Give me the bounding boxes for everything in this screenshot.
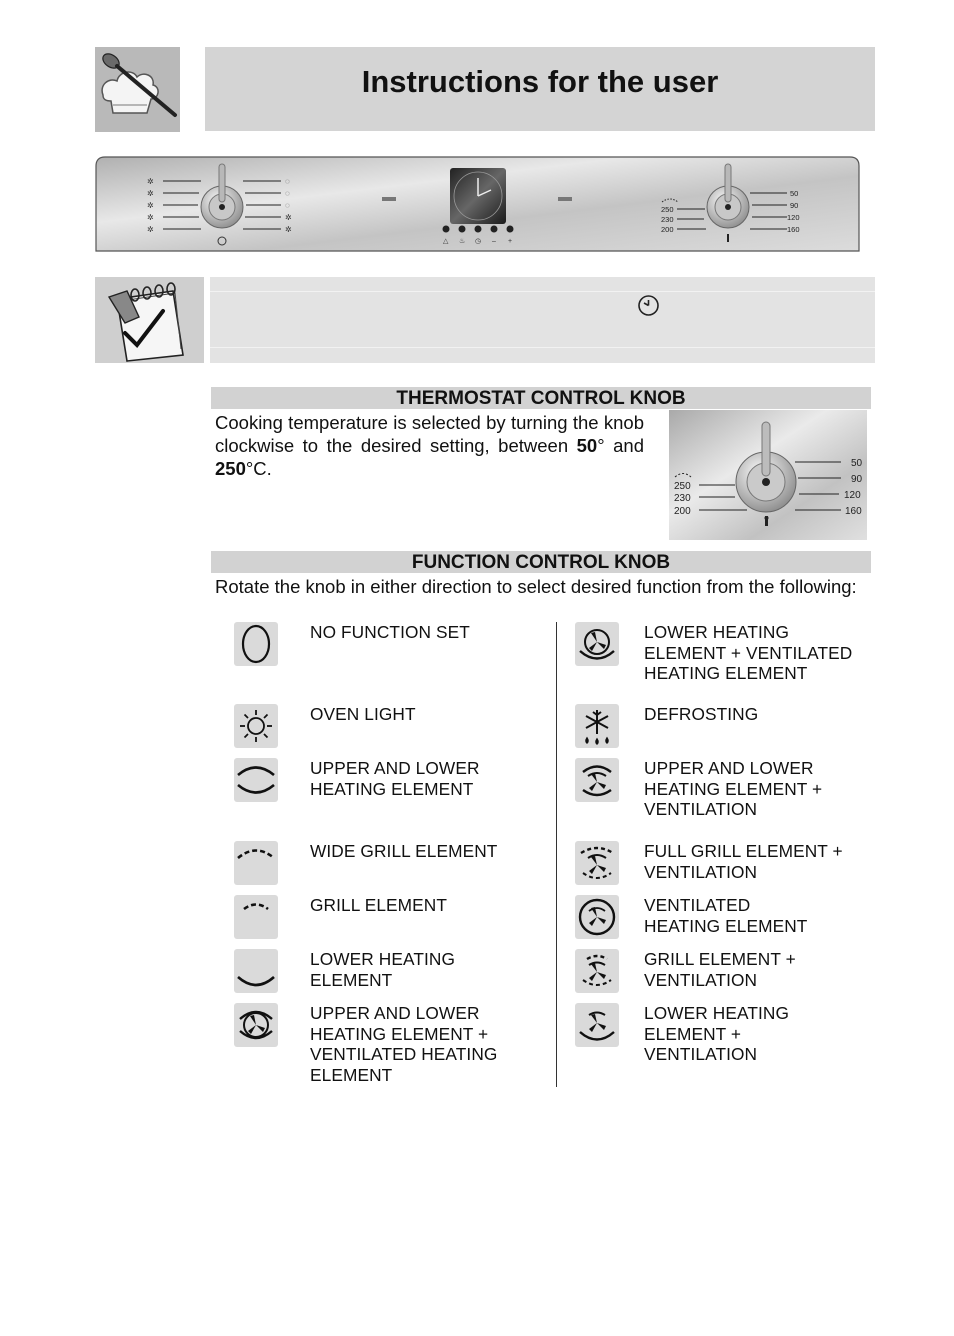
page-title: Instructions for the user: [361, 64, 719, 99]
no-function-icon: [234, 622, 278, 666]
grill-icon: [234, 895, 278, 939]
thermo-scale-90: 90: [851, 474, 863, 485]
panel-scale-50: 50: [790, 189, 799, 198]
upper-lower-ventilation-label: UPPER AND LOWER HEATING ELEMENT + VENTILATION: [644, 758, 823, 819]
function-intro: Rotate the knob in either direction to select desired function from the following:: [215, 576, 857, 597]
panel-scale-160: 160: [787, 225, 800, 234]
lower-heating-label: LOWER HEATING ELEMENT: [310, 949, 456, 990]
thermo-scale-50: 50: [851, 458, 863, 469]
panel-scale-250: 250: [661, 205, 674, 214]
lower-ventilated-heating-icon: [575, 622, 619, 666]
thermostat-description: [215, 411, 644, 480]
thermostat-max: 250: [215, 458, 246, 479]
lower-heating-ventilation-label: LOWER HEATING ELEMENT + VENTILATION: [644, 1003, 790, 1064]
oven-light-icon: [234, 704, 278, 748]
svg-text:△: △: [443, 238, 449, 245]
panel-scale-200: 200: [661, 225, 674, 234]
thermo-scale-200: 200: [674, 506, 691, 517]
thermo-scale-120: 120: [844, 490, 861, 501]
thermo-scale-160: 160: [845, 506, 862, 517]
svg-text:–: –: [492, 238, 496, 245]
thermostat-heading: THERMOSTAT CONTROL KNOB: [211, 387, 871, 409]
control-panel-illustration: [95, 156, 860, 252]
svg-text:✲: ✲: [147, 201, 154, 210]
panel-scale-120: 120: [787, 213, 800, 222]
grill-ventilation-label: GRILL ELEMENT + VENTILATION: [644, 949, 796, 990]
full-grill-ventilation-label: FULL GRILL ELEMENT + VENTILATION: [644, 841, 843, 882]
thermostat-knob-illustration: [669, 410, 867, 540]
upper-lower-heating-label: UPPER AND LOWER HEATING ELEMENT: [310, 758, 480, 799]
upper-lower-ventilated-icon: [234, 1003, 278, 1047]
svg-text:✲: ✲: [147, 225, 154, 234]
ventilated-heating-label: VENTILATED HEATING ELEMENT: [644, 895, 808, 936]
column-divider: [556, 622, 557, 1087]
chef-spoon-logo-icon: [95, 47, 180, 132]
timer-clock-icon: [637, 294, 660, 317]
thermostat-text-mid: ° and: [597, 435, 644, 456]
wide-grill-icon: [234, 841, 278, 885]
svg-text:◷: ◷: [475, 238, 482, 245]
ventilated-heating-icon: [575, 895, 619, 939]
svg-text:✲: ✲: [147, 213, 154, 222]
svg-text:♨: ♨: [459, 238, 466, 245]
grill-ventilation-icon: [575, 949, 619, 993]
notepad-check-icon: [95, 277, 204, 363]
full-grill-ventilation-icon: [575, 841, 619, 885]
lower-heating-icon: [234, 949, 278, 993]
oven-light-label: OVEN LIGHT: [310, 704, 416, 724]
thermostat-unit: °C.: [245, 458, 272, 479]
svg-text:◌: ◌: [285, 201, 290, 210]
svg-text:◌: ◌: [285, 177, 290, 186]
svg-text:◌: ◌: [285, 189, 290, 198]
no-function-label: NO FUNCTION SET: [310, 622, 470, 642]
panel-scale-90: 90: [790, 201, 799, 210]
svg-text:✲: ✲: [147, 189, 154, 198]
svg-text:✲: ✲: [147, 177, 154, 186]
defrost-label: DEFROSTING: [644, 704, 759, 724]
function-heading: FUNCTION CONTROL KNOB: [211, 551, 871, 573]
thermostat-min: 50: [576, 435, 598, 456]
thermo-scale-250: 250: [674, 481, 691, 492]
upper-lower-heating-icon: [234, 758, 278, 802]
panel-scale-230: 230: [661, 215, 674, 224]
svg-text:+: +: [508, 238, 513, 245]
upper-lower-ventilated-label: UPPER AND LOWER HEATING ELEMENT + VENTILATED HEATING ELEMENT: [310, 1003, 498, 1085]
upper-lower-ventilation-icon: [575, 758, 619, 802]
lower-heating-ventilation-icon: [575, 1003, 619, 1047]
grill-label: GRILL ELEMENT: [310, 895, 448, 915]
note-box: [210, 277, 875, 363]
svg-text:✲: ✲: [285, 225, 292, 234]
lower-ventilated-heating-label: LOWER HEATING ELEMENT + VENTILATED HEATING ELEMENT: [644, 622, 853, 683]
wide-grill-label: WIDE GRILL ELEMENT: [310, 841, 498, 861]
defrost-icon: [575, 704, 619, 748]
svg-text:✲: ✲: [285, 213, 292, 222]
thermo-scale-230: 230: [674, 493, 691, 504]
thermostat-text: Cooking temperature is selected by turning the knob clockwise to the desired setting, between: [215, 412, 644, 456]
